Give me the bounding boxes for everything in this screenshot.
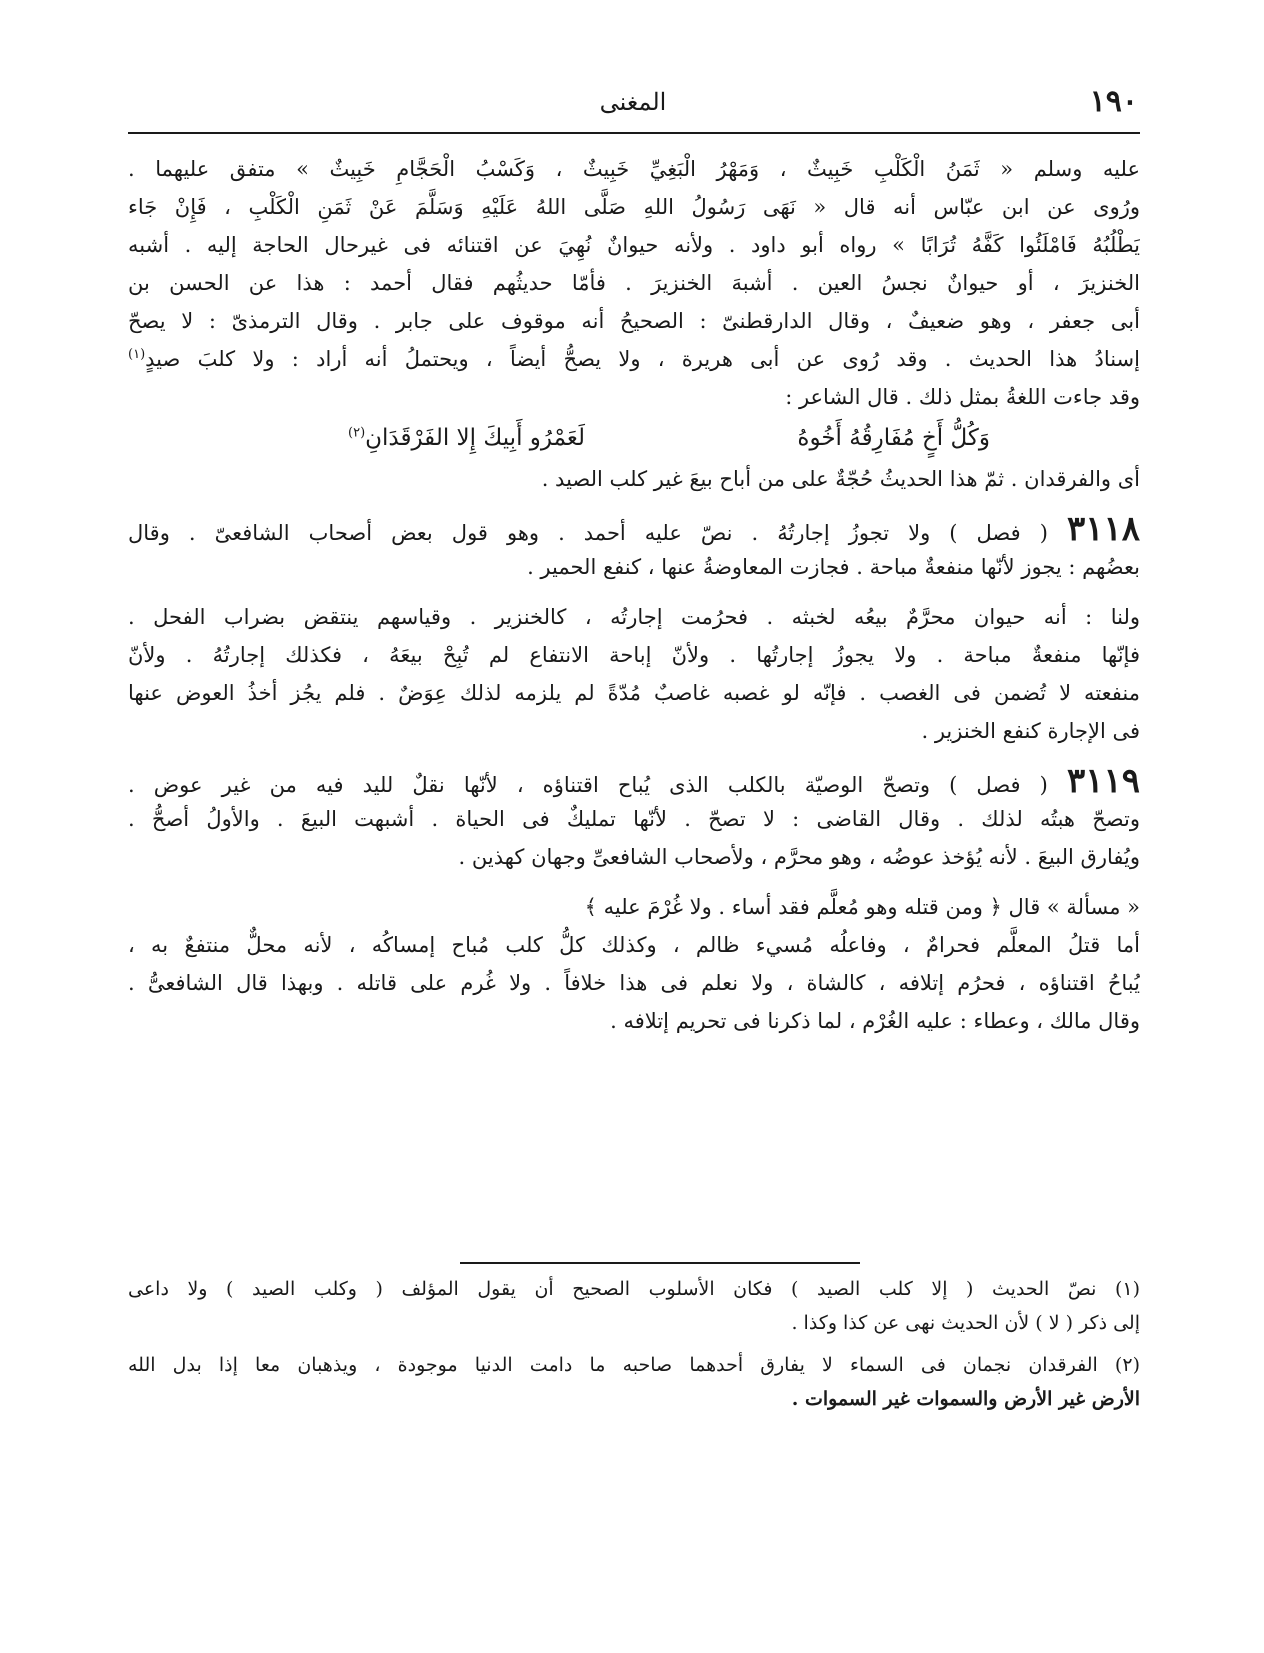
footnote-ref-2: (٢) [348,425,366,441]
footnote-1 [128,1272,1140,1340]
section-first-line-text: ( فصل ) ولا تجوزُ إجارتُهُ . نصّ عليه أحمد . وهو قول بعض أصحاب الشافعىّ . وقال [128,521,1048,545]
paragraph-argument [128,598,1140,750]
running-title: المغنى [599,88,667,116]
text-line: أبى جعفر ، وهو ضعيفٌ ، وقال الدارقطنىّ : الصحيحُ أنه موقوف على جابر . وقال الترمذىّ : لا يصحّ [128,309,1140,333]
footnote-ref-1: (١) [128,347,146,362]
page-header [128,78,1138,128]
verse-second-hemistich [348,416,585,460]
main-text [128,150,1140,1040]
text-line: يُباحُ اقتناؤه ، فحرُم إتلافه ، كالشاة ، ولا نعلم فى هذا خلافاً . ولا غُرم على قاتله . وبهذا قال الشافعىُّ . [128,971,1140,995]
section-number: ٣١١٩ [1066,762,1140,800]
verse-first-hemistich: وَكُلُّ أَخٍ مُفَارِقُهُ أَخُوهُ [797,425,990,451]
footnote-line: إلى ذكر ( لا ) لأن الحديث نهى عن كذا وكذا . [791,1312,1140,1334]
section-number: ٣١١٨ [1066,510,1140,548]
text-line: ورُوى عن ابن عبّاس أنه قال « نَهَى رَسُولُ اللهِ صَلَّى اللهُ عَلَيْهِ وَسَلَّمَ عَنْ ثَمَنِ الْكَلْبِ ، فَإِنْ جَاء [128,195,1140,219]
masala-heading: « مسألة » قال ﴿ ومن قتله وهو مُعلَّم فقد أساء . ولا غُرْمَ عليه ﴾ [584,895,1140,919]
text-line-with-footnote-ref [128,340,1140,378]
footnote-line: الأرض غير الأرض والسموات غير السموات . [791,1388,1140,1410]
text-line: وقال مالك ، وعطاء : عليه الغُرْم ، لما ذكرنا فى تحريم إتلافه . [610,1009,1140,1033]
text-line: ولنا : أنه حيوان محرَّمٌ بيعُه لخبثه . فحرُمت إجارتُه ، كالخنزير . وقياسهم ينتقض بضراب الفحل . [128,605,1140,629]
text-line: يَطْلُبُهُ فَامْلَئُوا كَفَّهُ تُرَابًا » رواه أبو داود . ولأنه حيوانٌ نُهِيَ عن اقتنائه فى غيرحال الحاجة إليه . أشبه [128,233,1140,257]
poetry-verse [128,416,1140,460]
paragraph-ruling [128,926,1140,1040]
page-number: ١٩٠ [1089,84,1138,119]
verse-commentary: أى والفرقدان . ثمّ هذا الحديثُ حُجّةٌ على من أباح بيعَ غير كلب الصيد . [541,467,1140,491]
text-line: فإنّها منفعةٌ مباحة . ولا يجوزُ إجارتُها . ولأنّ إباحة الانتفاع لم تُبِحْ بيعَهُ ، فكذلك إجارتُهُ . ولأنّ [128,643,1140,667]
text-line: أما قتلُ المعلَّم فحرامٌ ، وفاعلُه مُسيء ظالم ، وكذلك كلُّ كلب مُباح إمساكُه ، لأنه محلٌّ منتفعٌ به ، [128,933,1140,957]
section-first-line-text: ( فصل ) وتصحّ الوصيّة بالكلب الذى يُباح اقتناؤه ، لأنّها نقلٌ لليد فيه من غير عوض . [128,773,1048,797]
footnote-rule [460,1262,860,1264]
text-line: ويُفارق البيعَ . لأنه يُؤخذ عوضُه ، وهو محرَّم ، ولأصحاب الشافعىِّ وجهان كهذين . [458,845,1140,869]
section-first-line [128,510,1140,548]
footnotes [128,1272,1140,1416]
footnote-line: (١) نصّ الحديث ( إلا كلب الصيد ) فكان الأسلوب الصحيح أن يقول المؤلف ( وكلب الصيد ) ولا داعى [128,1278,1140,1300]
text-line: وتصحّ هبتُه لذلك . وقال القاضى : لا تصحّ . لأنّها تمليكٌ فى الحياة . أشبهت البيعَ . والأولُ أصحُّ . [128,807,1140,831]
text-line: فى الإجارة كنفع الخنزير . [921,719,1140,743]
section-3118 [128,510,1140,586]
text-line-content: إسنادُ هذا الحديث . وقد رُوى عن أبى هريرة ، ولا يصحُّ أيضاً ، ويحتملُ أنه أراد : ولا كلبَ صيدٍ [145,347,1140,371]
text-line: بعضُهم : يجوز لأنّها منفعةٌ مباحة . فجازت المعاوضةُ عنها ، كنفع الحمير . [527,555,1140,579]
footnote-line: (٢) الفرقدان نجمان فى السماء لا يفارق أحدهما صاحبه ما دامت الدنيا موجودة ، ويذهبان معا إذا بدل الله [128,1354,1140,1376]
text-line: وقد جاءت اللغةُ بمثل ذلك . قال الشاعر : [785,385,1140,409]
text-line: الخنزيرَ ، أو حيوانٌ نجسُ العين . أشبهَ الخنزيرَ . فأمّا حديثُهم فقال أحمد : هذا عن الحسن بن [128,271,1140,295]
paragraph-hadith-discussion [128,150,1140,416]
header-rule [128,132,1140,134]
footnote-2 [128,1348,1140,1416]
section-3119 [128,762,1140,876]
section-first-line [128,762,1140,800]
text-line: عليه وسلم « ثَمَنُ الْكَلْبِ خَبِيثٌ ، وَمَهْرُ الْبَغِيِّ خَبِيثٌ ، وَكَسْبُ الْحَجَّامِ خَبِيثٌ » متفق عليهما . [128,157,1140,181]
verse-second-hemistich-text: لَعَمْرُو أَبِيكَ إِلا الفَرْقَدَانِ [365,425,585,451]
text-line: منفعته لا تُضمن فى الغصب . فإنّه لو غصبه غاصبٌ مُدّةً لم يلزمه لذلك عِوَضٌ . فلم يجُز أخذُ العوض عنها [128,681,1140,705]
